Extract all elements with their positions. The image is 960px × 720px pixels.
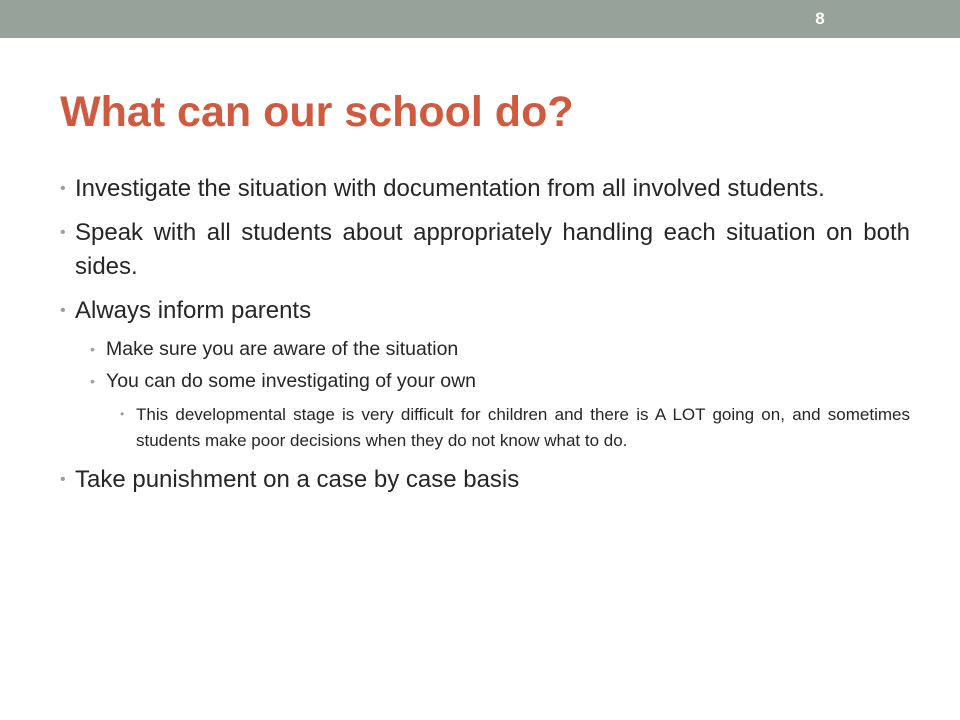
sub-bullet-item [90, 368, 910, 394]
bullet-icon: • [120, 407, 125, 421]
bullet-text: Make sure you are aware of the situation [106, 338, 459, 360]
bullet-icon: • [60, 224, 66, 241]
bullet-icon: • [90, 341, 95, 357]
bullet-icon: • [60, 302, 66, 319]
sub-bullet-item [90, 336, 910, 362]
bullet-text: Take punishment on a case by case basis [75, 466, 520, 493]
bullet-text: Speak with all students about appropriately handling each situation on both sides. [75, 219, 910, 280]
bullet-item [60, 463, 910, 497]
bullet-item [60, 294, 910, 328]
bullet-icon: • [60, 471, 66, 488]
slide-number: 8 [815, 9, 825, 28]
bullet-item [60, 172, 910, 206]
bullet-icon: • [60, 180, 66, 197]
bullet-item [60, 216, 910, 284]
bullet-list [60, 172, 910, 507]
bullet-text: You can do some investigating of your own [106, 370, 477, 392]
top-bar [0, 0, 960, 38]
bullet-text: Investigate the situation with documentation from all involved students. [75, 175, 825, 202]
slide-title: What can our school do? [60, 88, 574, 136]
bullet-text: Always inform parents [75, 297, 312, 324]
bullet-text: This developmental stage is very difficult for children and there is A LOT going on, and sometimes students make poor decisions when they do not know what to do. [136, 405, 910, 450]
bullet-icon: • [90, 373, 95, 389]
sub-sub-bullet-item [120, 402, 910, 453]
